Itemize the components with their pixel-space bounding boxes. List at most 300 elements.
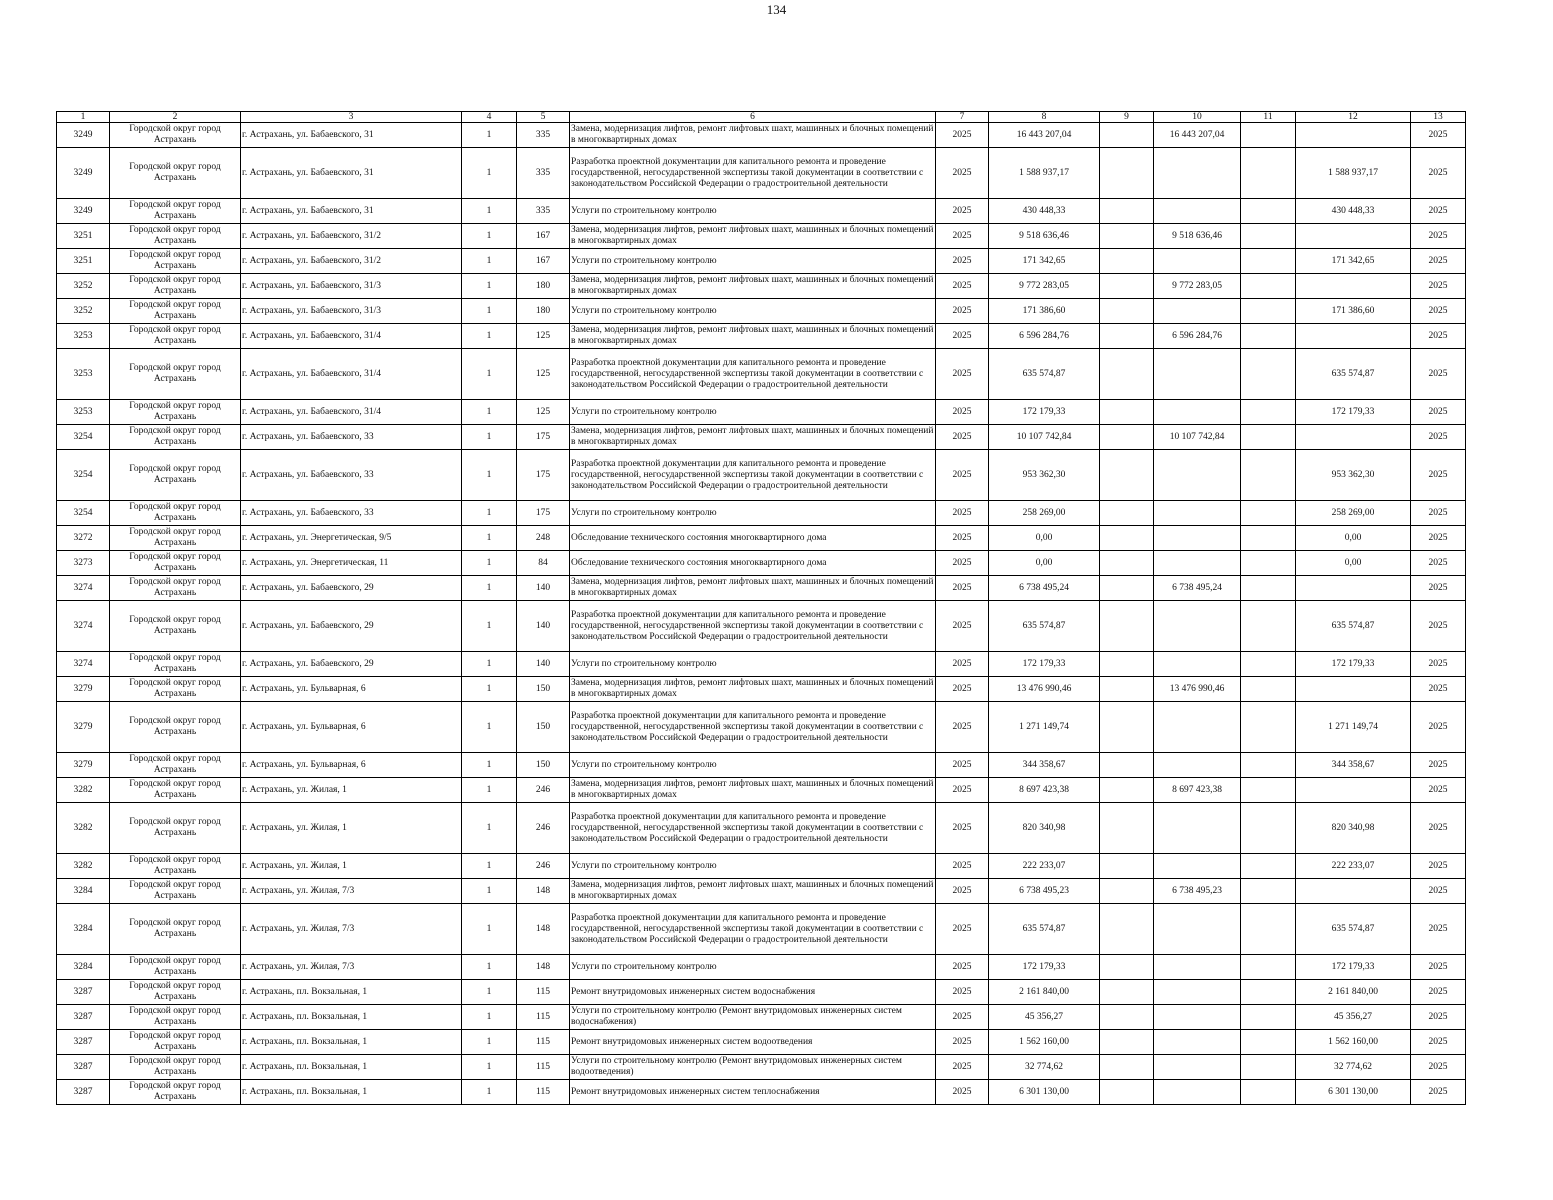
work-description-cell: Разработка проектной документации для капитального ремонта и проведение государственной, негосударственной экспертизы такой документации в соответствии с законодательством Российской Федерации о градостроительной деятельности bbox=[570, 450, 936, 501]
total-cost-cell: 344 358,67 bbox=[989, 753, 1100, 778]
col11-cell bbox=[1241, 148, 1296, 199]
col11-cell bbox=[1241, 677, 1296, 702]
column-header-10: 10 bbox=[1154, 112, 1241, 123]
col12-cell bbox=[1296, 576, 1411, 601]
col9-cell bbox=[1100, 199, 1154, 224]
col11-cell bbox=[1241, 1080, 1296, 1105]
row-number: 3253 bbox=[57, 324, 110, 349]
table-header bbox=[57, 112, 1466, 123]
table-row bbox=[57, 576, 1466, 601]
total-cost-cell: 1 588 937,17 bbox=[989, 148, 1100, 199]
col11-cell bbox=[1241, 199, 1296, 224]
col9-cell bbox=[1100, 224, 1154, 249]
col5-cell: 167 bbox=[517, 224, 570, 249]
col11-cell bbox=[1241, 955, 1296, 980]
column-header-11: 11 bbox=[1241, 112, 1296, 123]
col5-cell: 180 bbox=[517, 274, 570, 299]
col13-cell: 2025 bbox=[1411, 123, 1466, 148]
col9-cell bbox=[1100, 274, 1154, 299]
col11-cell bbox=[1241, 349, 1296, 400]
col10-cell bbox=[1154, 1030, 1241, 1055]
work-description-cell: Замена, модернизация лифтов, ремонт лифтовых шахт, машинных и блочных помещений в многоквартирных домах bbox=[570, 324, 936, 349]
address-cell: г. Астрахань, ул. Жилая, 1 bbox=[241, 803, 462, 854]
col11-cell bbox=[1241, 249, 1296, 274]
col4-cell: 1 bbox=[462, 299, 517, 324]
col4-cell: 1 bbox=[462, 224, 517, 249]
address-cell: г. Астрахань, пл. Вокзальная, 1 bbox=[241, 1055, 462, 1080]
row-number: 3252 bbox=[57, 274, 110, 299]
municipality-cell: Городской округ город Астрахань bbox=[110, 677, 241, 702]
municipality-cell: Городской округ город Астрахань bbox=[110, 324, 241, 349]
year-cell: 2025 bbox=[936, 349, 989, 400]
col12-cell: 430 448,33 bbox=[1296, 199, 1411, 224]
col10-cell bbox=[1154, 854, 1241, 879]
col10-cell: 9 518 636,46 bbox=[1154, 224, 1241, 249]
col4-cell: 1 bbox=[462, 249, 517, 274]
col4-cell: 1 bbox=[462, 1005, 517, 1030]
year-cell: 2025 bbox=[936, 980, 989, 1005]
work-description-cell: Услуги по строительному контролю bbox=[570, 249, 936, 274]
col5-cell: 140 bbox=[517, 652, 570, 677]
col4-cell: 1 bbox=[462, 778, 517, 803]
row-number: 3253 bbox=[57, 349, 110, 400]
col9-cell bbox=[1100, 148, 1154, 199]
municipality-cell: Городской округ город Астрахань bbox=[110, 803, 241, 854]
table-row bbox=[57, 249, 1466, 274]
year-cell: 2025 bbox=[936, 576, 989, 601]
address-cell: г. Астрахань, ул. Бабаевского, 33 bbox=[241, 450, 462, 501]
col5-cell: 125 bbox=[517, 324, 570, 349]
col9-cell bbox=[1100, 904, 1154, 955]
table-row bbox=[57, 753, 1466, 778]
row-number: 3282 bbox=[57, 854, 110, 879]
address-cell: г. Астрахань, ул. Жилая, 7/3 bbox=[241, 904, 462, 955]
col12-cell: 45 356,27 bbox=[1296, 1005, 1411, 1030]
table-row bbox=[57, 400, 1466, 425]
row-number: 3287 bbox=[57, 1030, 110, 1055]
col10-cell: 16 443 207,04 bbox=[1154, 123, 1241, 148]
work-description-cell: Ремонт внутридомовых инженерных систем водоотведения bbox=[570, 1030, 936, 1055]
col13-cell: 2025 bbox=[1411, 274, 1466, 299]
row-number: 3287 bbox=[57, 1055, 110, 1080]
col5-cell: 150 bbox=[517, 753, 570, 778]
work-description-cell: Ремонт внутридомовых инженерных систем водоснабжения bbox=[570, 980, 936, 1005]
col11-cell bbox=[1241, 879, 1296, 904]
col12-cell: 172 179,33 bbox=[1296, 400, 1411, 425]
work-description-cell: Замена, модернизация лифтов, ремонт лифтовых шахт, машинных и блочных помещений в многоквартирных домах bbox=[570, 879, 936, 904]
col11-cell bbox=[1241, 1005, 1296, 1030]
col5-cell: 248 bbox=[517, 526, 570, 551]
col13-cell: 2025 bbox=[1411, 778, 1466, 803]
col5-cell: 148 bbox=[517, 955, 570, 980]
col4-cell: 1 bbox=[462, 274, 517, 299]
row-number: 3254 bbox=[57, 450, 110, 501]
year-cell: 2025 bbox=[936, 955, 989, 980]
year-cell: 2025 bbox=[936, 425, 989, 450]
row-number: 3254 bbox=[57, 425, 110, 450]
col10-cell bbox=[1154, 400, 1241, 425]
total-cost-cell: 171 342,65 bbox=[989, 249, 1100, 274]
year-cell: 2025 bbox=[936, 324, 989, 349]
works-table bbox=[56, 111, 1466, 1105]
col10-cell bbox=[1154, 349, 1241, 400]
col5-cell: 140 bbox=[517, 601, 570, 652]
col5-cell: 167 bbox=[517, 249, 570, 274]
col12-cell bbox=[1296, 224, 1411, 249]
row-number: 3287 bbox=[57, 980, 110, 1005]
year-cell: 2025 bbox=[936, 702, 989, 753]
address-cell: г. Астрахань, ул. Бабаевского, 29 bbox=[241, 601, 462, 652]
col9-cell bbox=[1100, 425, 1154, 450]
col13-cell: 2025 bbox=[1411, 199, 1466, 224]
col9-cell bbox=[1100, 652, 1154, 677]
total-cost-cell: 172 179,33 bbox=[989, 400, 1100, 425]
address-cell: г. Астрахань, пл. Вокзальная, 1 bbox=[241, 980, 462, 1005]
year-cell: 2025 bbox=[936, 803, 989, 854]
col11-cell bbox=[1241, 980, 1296, 1005]
total-cost-cell: 9 518 636,46 bbox=[989, 224, 1100, 249]
col9-cell bbox=[1100, 123, 1154, 148]
col13-cell: 2025 bbox=[1411, 501, 1466, 526]
col9-cell bbox=[1100, 677, 1154, 702]
col11-cell bbox=[1241, 576, 1296, 601]
col4-cell: 1 bbox=[462, 702, 517, 753]
col11-cell bbox=[1241, 224, 1296, 249]
work-description-cell: Разработка проектной документации для капитального ремонта и проведение государственной, негосударственной экспертизы такой документации в соответствии с законодательством Российской Федерации о градостроительной деятельности bbox=[570, 702, 936, 753]
table-row bbox=[57, 425, 1466, 450]
row-number: 3282 bbox=[57, 778, 110, 803]
row-number: 3284 bbox=[57, 955, 110, 980]
year-cell: 2025 bbox=[936, 677, 989, 702]
col4-cell: 1 bbox=[462, 904, 517, 955]
col9-cell bbox=[1100, 400, 1154, 425]
table-row bbox=[57, 980, 1466, 1005]
col11-cell bbox=[1241, 299, 1296, 324]
col5-cell: 140 bbox=[517, 576, 570, 601]
col9-cell bbox=[1100, 501, 1154, 526]
col13-cell: 2025 bbox=[1411, 148, 1466, 199]
address-cell: г. Астрахань, ул. Бабаевского, 31/4 bbox=[241, 400, 462, 425]
col10-cell bbox=[1154, 601, 1241, 652]
address-cell: г. Астрахань, ул. Бабаевского, 31/4 bbox=[241, 324, 462, 349]
col12-cell: 344 358,67 bbox=[1296, 753, 1411, 778]
column-header-13: 13 bbox=[1411, 112, 1466, 123]
column-header-7: 7 bbox=[936, 112, 989, 123]
col12-cell: 1 271 149,74 bbox=[1296, 702, 1411, 753]
col11-cell bbox=[1241, 778, 1296, 803]
col5-cell: 115 bbox=[517, 1005, 570, 1030]
year-cell: 2025 bbox=[936, 904, 989, 955]
col5-cell: 335 bbox=[517, 123, 570, 148]
address-cell: г. Астрахань, ул. Бабаевского, 31/3 bbox=[241, 274, 462, 299]
table-row bbox=[57, 1080, 1466, 1105]
address-cell: г. Астрахань, ул. Бульварная, 6 bbox=[241, 753, 462, 778]
address-cell: г. Астрахань, ул. Бабаевского, 31 bbox=[241, 123, 462, 148]
col4-cell: 1 bbox=[462, 148, 517, 199]
col9-cell bbox=[1100, 955, 1154, 980]
column-header-3: 3 bbox=[241, 112, 462, 123]
municipality-cell: Городской округ город Астрахань bbox=[110, 904, 241, 955]
col11-cell bbox=[1241, 501, 1296, 526]
col10-cell bbox=[1154, 980, 1241, 1005]
col10-cell: 8 697 423,38 bbox=[1154, 778, 1241, 803]
municipality-cell: Городской округ город Астрахань bbox=[110, 400, 241, 425]
col9-cell bbox=[1100, 753, 1154, 778]
col13-cell: 2025 bbox=[1411, 1030, 1466, 1055]
col9-cell bbox=[1100, 450, 1154, 501]
col12-cell bbox=[1296, 778, 1411, 803]
col10-cell bbox=[1154, 753, 1241, 778]
year-cell: 2025 bbox=[936, 274, 989, 299]
municipality-cell: Городской округ город Астрахань bbox=[110, 249, 241, 274]
total-cost-cell: 8 697 423,38 bbox=[989, 778, 1100, 803]
col12-cell: 0,00 bbox=[1296, 526, 1411, 551]
column-header-5: 5 bbox=[517, 112, 570, 123]
col9-cell bbox=[1100, 778, 1154, 803]
work-description-cell: Услуги по строительному контролю bbox=[570, 501, 936, 526]
col11-cell bbox=[1241, 400, 1296, 425]
col11-cell bbox=[1241, 1055, 1296, 1080]
address-cell: г. Астрахань, ул. Жилая, 7/3 bbox=[241, 879, 462, 904]
table-row bbox=[57, 955, 1466, 980]
col4-cell: 1 bbox=[462, 199, 517, 224]
table-row bbox=[57, 299, 1466, 324]
year-cell: 2025 bbox=[936, 526, 989, 551]
row-number: 3284 bbox=[57, 879, 110, 904]
col12-cell: 1 588 937,17 bbox=[1296, 148, 1411, 199]
col11-cell bbox=[1241, 803, 1296, 854]
total-cost-cell: 0,00 bbox=[989, 526, 1100, 551]
total-cost-cell: 172 179,33 bbox=[989, 652, 1100, 677]
table-body bbox=[57, 123, 1466, 1105]
col5-cell: 246 bbox=[517, 803, 570, 854]
column-header-2: 2 bbox=[110, 112, 241, 123]
col11-cell bbox=[1241, 904, 1296, 955]
col12-cell bbox=[1296, 879, 1411, 904]
year-cell: 2025 bbox=[936, 224, 989, 249]
work-description-cell: Разработка проектной документации для капитального ремонта и проведение государственной, негосударственной экспертизы такой документации в соответствии с законодательством Российской Федерации о градостроительной деятельности bbox=[570, 803, 936, 854]
col10-cell bbox=[1154, 1055, 1241, 1080]
col4-cell: 1 bbox=[462, 677, 517, 702]
table-row bbox=[57, 123, 1466, 148]
col11-cell bbox=[1241, 854, 1296, 879]
col9-cell bbox=[1100, 249, 1154, 274]
col10-cell bbox=[1154, 904, 1241, 955]
year-cell: 2025 bbox=[936, 778, 989, 803]
col12-cell: 258 269,00 bbox=[1296, 501, 1411, 526]
col4-cell: 1 bbox=[462, 450, 517, 501]
col9-cell bbox=[1100, 349, 1154, 400]
address-cell: г. Астрахань, ул. Бабаевского, 31 bbox=[241, 199, 462, 224]
total-cost-cell: 16 443 207,04 bbox=[989, 123, 1100, 148]
col10-cell bbox=[1154, 148, 1241, 199]
col13-cell: 2025 bbox=[1411, 1055, 1466, 1080]
year-cell: 2025 bbox=[936, 123, 989, 148]
col4-cell: 1 bbox=[462, 803, 517, 854]
col13-cell: 2025 bbox=[1411, 753, 1466, 778]
row-number: 3253 bbox=[57, 400, 110, 425]
column-header-1: 1 bbox=[57, 112, 110, 123]
table-row bbox=[57, 778, 1466, 803]
total-cost-cell: 0,00 bbox=[989, 551, 1100, 576]
address-cell: г. Астрахань, ул. Бабаевского, 31/3 bbox=[241, 299, 462, 324]
col10-cell bbox=[1154, 299, 1241, 324]
work-description-cell: Услуги по строительному контролю (Ремонт внутридомовых инженерных систем водоотведения) bbox=[570, 1055, 936, 1080]
municipality-cell: Городской округ город Астрахань bbox=[110, 702, 241, 753]
col9-cell bbox=[1100, 803, 1154, 854]
row-number: 3279 bbox=[57, 702, 110, 753]
address-cell: г. Астрахань, ул. Энергетическая, 11 bbox=[241, 551, 462, 576]
col4-cell: 1 bbox=[462, 753, 517, 778]
year-cell: 2025 bbox=[936, 249, 989, 274]
table-row bbox=[57, 854, 1466, 879]
total-cost-cell: 45 356,27 bbox=[989, 1005, 1100, 1030]
col5-cell: 115 bbox=[517, 1080, 570, 1105]
table-row bbox=[57, 501, 1466, 526]
municipality-cell: Городской округ город Астрахань bbox=[110, 854, 241, 879]
year-cell: 2025 bbox=[936, 1005, 989, 1030]
work-description-cell: Замена, модернизация лифтов, ремонт лифтовых шахт, машинных и блочных помещений в многоквартирных домах bbox=[570, 425, 936, 450]
col12-cell bbox=[1296, 677, 1411, 702]
year-cell: 2025 bbox=[936, 1080, 989, 1105]
col10-cell bbox=[1154, 551, 1241, 576]
municipality-cell: Городской округ город Астрахань bbox=[110, 148, 241, 199]
col13-cell: 2025 bbox=[1411, 652, 1466, 677]
col13-cell: 2025 bbox=[1411, 1080, 1466, 1105]
total-cost-cell: 6 301 130,00 bbox=[989, 1080, 1100, 1105]
address-cell: г. Астрахань, ул. Жилая, 7/3 bbox=[241, 955, 462, 980]
col5-cell: 175 bbox=[517, 501, 570, 526]
col12-cell: 171 342,65 bbox=[1296, 249, 1411, 274]
col10-cell bbox=[1154, 702, 1241, 753]
total-cost-cell: 635 574,87 bbox=[989, 601, 1100, 652]
municipality-cell: Городской округ город Астрахань bbox=[110, 274, 241, 299]
table-row bbox=[57, 199, 1466, 224]
address-cell: г. Астрахань, ул. Бабаевского, 31/4 bbox=[241, 349, 462, 400]
col4-cell: 1 bbox=[462, 400, 517, 425]
col9-cell bbox=[1100, 1055, 1154, 1080]
col12-cell bbox=[1296, 274, 1411, 299]
table-row bbox=[57, 904, 1466, 955]
col10-cell bbox=[1154, 450, 1241, 501]
col11-cell bbox=[1241, 753, 1296, 778]
total-cost-cell: 1 271 149,74 bbox=[989, 702, 1100, 753]
col10-cell: 9 772 283,05 bbox=[1154, 274, 1241, 299]
municipality-cell: Городской округ город Астрахань bbox=[110, 980, 241, 1005]
work-description-cell: Замена, модернизация лифтов, ремонт лифтовых шахт, машинных и блочных помещений в многоквартирных домах bbox=[570, 123, 936, 148]
work-description-cell: Замена, модернизация лифтов, ремонт лифтовых шахт, машинных и блочных помещений в многоквартирных домах bbox=[570, 274, 936, 299]
col4-cell: 1 bbox=[462, 501, 517, 526]
col13-cell: 2025 bbox=[1411, 803, 1466, 854]
col12-cell: 635 574,87 bbox=[1296, 904, 1411, 955]
col5-cell: 125 bbox=[517, 349, 570, 400]
col11-cell bbox=[1241, 601, 1296, 652]
page-number: 134 bbox=[766, 2, 787, 17]
col12-cell: 172 179,33 bbox=[1296, 652, 1411, 677]
col10-cell bbox=[1154, 526, 1241, 551]
col12-cell: 32 774,62 bbox=[1296, 1055, 1411, 1080]
municipality-cell: Городской округ город Астрахань bbox=[110, 501, 241, 526]
total-cost-cell: 430 448,33 bbox=[989, 199, 1100, 224]
total-cost-cell: 953 362,30 bbox=[989, 450, 1100, 501]
work-description-cell: Обследование технического состояния многоквартирного дома bbox=[570, 551, 936, 576]
col13-cell: 2025 bbox=[1411, 601, 1466, 652]
col10-cell: 13 476 990,46 bbox=[1154, 677, 1241, 702]
col5-cell: 115 bbox=[517, 980, 570, 1005]
work-description-cell: Замена, модернизация лифтов, ремонт лифтовых шахт, машинных и блочных помещений в многоквартирных домах bbox=[570, 576, 936, 601]
col5-cell: 175 bbox=[517, 425, 570, 450]
col5-cell: 335 bbox=[517, 199, 570, 224]
row-number: 3251 bbox=[57, 249, 110, 274]
municipality-cell: Городской округ город Астрахань bbox=[110, 1080, 241, 1105]
col4-cell: 1 bbox=[462, 349, 517, 400]
col12-cell: 635 574,87 bbox=[1296, 601, 1411, 652]
municipality-cell: Городской округ город Астрахань bbox=[110, 1005, 241, 1030]
col9-cell bbox=[1100, 576, 1154, 601]
col12-cell: 953 362,30 bbox=[1296, 450, 1411, 501]
col13-cell: 2025 bbox=[1411, 955, 1466, 980]
municipality-cell: Городской округ город Астрахань bbox=[110, 1030, 241, 1055]
col13-cell: 2025 bbox=[1411, 1005, 1466, 1030]
total-cost-cell: 9 772 283,05 bbox=[989, 274, 1100, 299]
table-row bbox=[57, 349, 1466, 400]
col5-cell: 246 bbox=[517, 778, 570, 803]
municipality-cell: Городской округ город Астрахань bbox=[110, 349, 241, 400]
col10-cell bbox=[1154, 1080, 1241, 1105]
col13-cell: 2025 bbox=[1411, 702, 1466, 753]
total-cost-cell: 172 179,33 bbox=[989, 955, 1100, 980]
col13-cell: 2025 bbox=[1411, 400, 1466, 425]
work-description-cell: Услуги по строительному контролю bbox=[570, 652, 936, 677]
col5-cell: 115 bbox=[517, 1055, 570, 1080]
work-description-cell: Замена, модернизация лифтов, ремонт лифтовых шахт, машинных и блочных помещений в многоквартирных домах bbox=[570, 677, 936, 702]
total-cost-cell: 2 161 840,00 bbox=[989, 980, 1100, 1005]
col10-cell bbox=[1154, 1005, 1241, 1030]
col9-cell bbox=[1100, 854, 1154, 879]
col12-cell bbox=[1296, 324, 1411, 349]
col10-cell bbox=[1154, 501, 1241, 526]
work-description-cell: Разработка проектной документации для капитального ремонта и проведение государственной, негосударственной экспертизы такой документации в соответствии с законодательством Российской Федерации о градостроительной деятельности bbox=[570, 349, 936, 400]
address-cell: г. Астрахань, пл. Вокзальная, 1 bbox=[241, 1005, 462, 1030]
col11-cell bbox=[1241, 1030, 1296, 1055]
row-number: 3249 bbox=[57, 123, 110, 148]
col13-cell: 2025 bbox=[1411, 980, 1466, 1005]
col5-cell: 180 bbox=[517, 299, 570, 324]
total-cost-cell: 1 562 160,00 bbox=[989, 1030, 1100, 1055]
col12-cell: 0,00 bbox=[1296, 551, 1411, 576]
col9-cell bbox=[1100, 299, 1154, 324]
col9-cell bbox=[1100, 1080, 1154, 1105]
work-description-cell: Услуги по строительному контролю bbox=[570, 400, 936, 425]
col9-cell bbox=[1100, 526, 1154, 551]
col5-cell: 125 bbox=[517, 400, 570, 425]
work-description-cell: Разработка проектной документации для капитального ремонта и проведение государственной, негосударственной экспертизы такой документации в соответствии с законодательством Российской Федерации о градостроительной деятельности bbox=[570, 904, 936, 955]
municipality-cell: Городской округ город Астрахань bbox=[110, 778, 241, 803]
col4-cell: 1 bbox=[462, 1055, 517, 1080]
col10-cell: 6 596 284,76 bbox=[1154, 324, 1241, 349]
col10-cell bbox=[1154, 249, 1241, 274]
address-cell: г. Астрахань, ул. Бабаевского, 29 bbox=[241, 576, 462, 601]
col10-cell: 6 738 495,23 bbox=[1154, 879, 1241, 904]
col4-cell: 1 bbox=[462, 601, 517, 652]
table-row bbox=[57, 702, 1466, 753]
row-number: 3279 bbox=[57, 753, 110, 778]
total-cost-cell: 635 574,87 bbox=[989, 349, 1100, 400]
table-row bbox=[57, 224, 1466, 249]
row-number: 3287 bbox=[57, 1080, 110, 1105]
col11-cell bbox=[1241, 274, 1296, 299]
col9-cell bbox=[1100, 980, 1154, 1005]
